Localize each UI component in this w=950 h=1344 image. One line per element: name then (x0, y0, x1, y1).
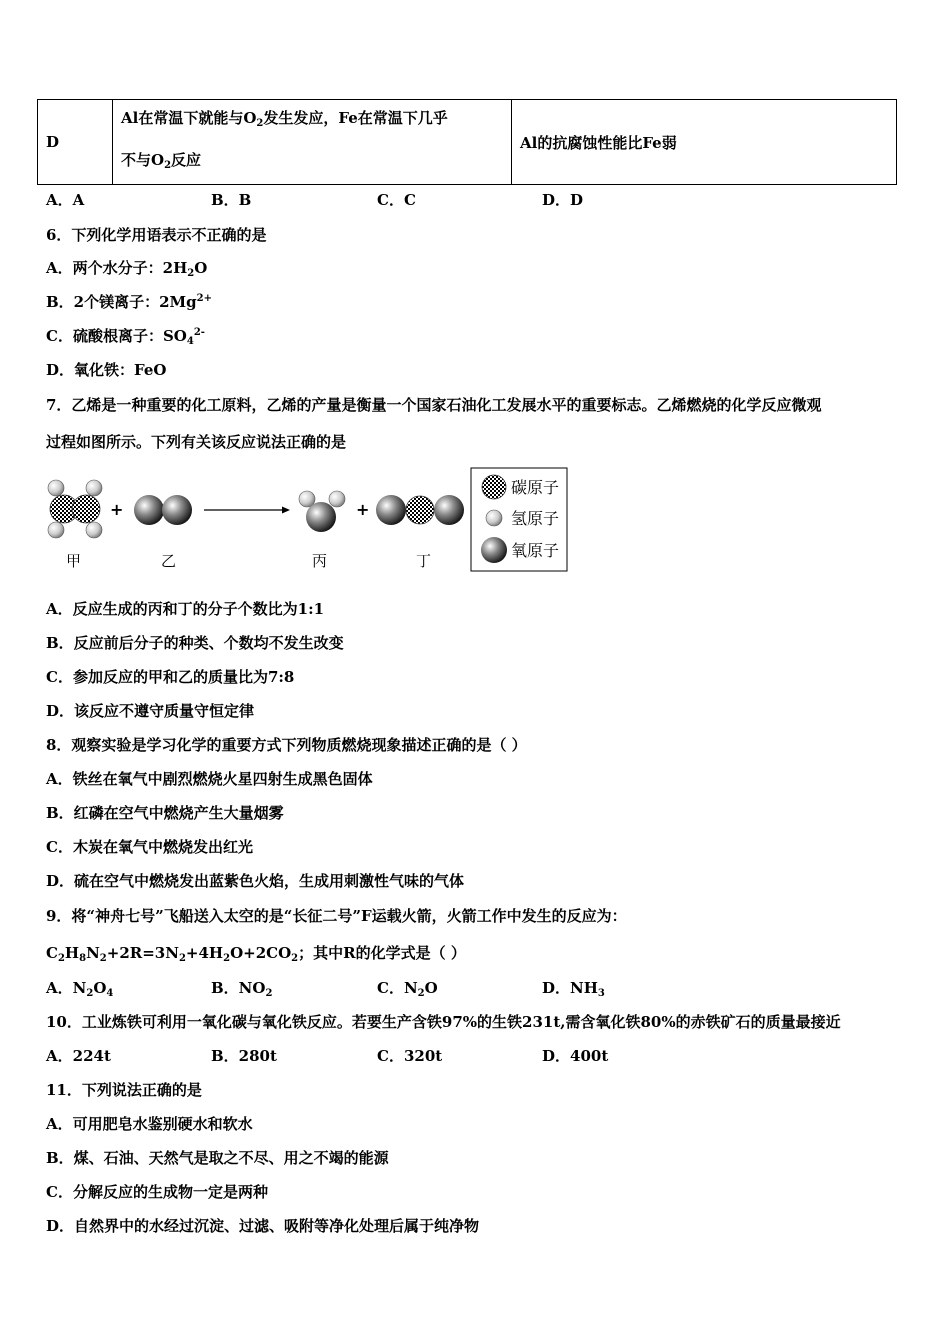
q7-option-b[interactable]: B．反应前后分子的种类、个数均不发生改变 (46, 634, 344, 652)
label-bing: 丙 (312, 552, 328, 570)
label-ding: 丁 (416, 552, 432, 570)
q7-option-c[interactable]: C．参加反应的甲和乙的质量比为7:8 (46, 668, 295, 686)
q5-option-d[interactable]: D．D (542, 191, 584, 209)
q10-stem: 10．工业炼铁可利用一氧化碳与氧化铁反应。若要生产含铁97%的生铁231t,需含氧化铁80%的赤铁矿石的质量最接近 (46, 1013, 841, 1031)
q10-option-d[interactable]: D．400t (542, 1047, 609, 1065)
q6-stem: 6．下列化学用语表示不正确的是 (46, 226, 267, 244)
q6-option-d[interactable]: D．氧化铁：FeO (46, 361, 167, 379)
q8-option-a[interactable]: A．铁丝在氧气中剧烈燃烧火星四射生成黑色固体 (46, 770, 373, 788)
q7-stem-line2: 过程如图所示。下列有关该反应说法正确的是 (46, 433, 347, 451)
table-row (38, 100, 897, 185)
option-table (37, 99, 897, 185)
label-yi: 乙 (161, 552, 177, 570)
q7-option-a[interactable]: A．反应生成的丙和丁的分子个数比为1:1 (46, 600, 325, 618)
q8-option-b[interactable]: B．红磷在空气中燃烧产生大量烟雾 (46, 804, 284, 822)
reaction-arrow (204, 507, 290, 514)
table-cell-statement: Al在常温下就能与$O_2$发生发应，Fe在常温下几乎 不与$O_2$反应 (113, 100, 512, 185)
q6-option-b[interactable]: B．2个镁离子：$2Mg^{2+}$ (46, 293, 212, 311)
carbon-atom-icon (482, 475, 506, 499)
q5-option-b[interactable]: B．B (211, 191, 252, 209)
q10-option-b[interactable]: B．280t (211, 1047, 277, 1065)
q6-option-c[interactable]: C．硫酸根离子：$SO_4^{2-}$ (46, 327, 205, 347)
reaction-diagram (46, 466, 576, 576)
molecule-ding (376, 495, 464, 525)
q11-option-a[interactable]: A．可用肥皂水鉴别硬水和软水 (46, 1115, 253, 1133)
q9-equation: $C_2H_8N_2+2R=3N_2+4H_2O+2CO_2$；其中R的化学式是（ ） (46, 944, 466, 964)
q11-option-d[interactable]: D．自然界中的水经过沉淀、过滤、吸附等净化处理后属于纯净物 (46, 1217, 480, 1235)
q11-stem: 11．下列说法正确的是 (46, 1081, 202, 1099)
q9-stem: 9．将“神舟七号”飞船送入太空的是“长征二号”F运载火箭，火箭工作中发生的反应为： (46, 907, 627, 925)
q9-option-d[interactable]: D．$NH_3$ (542, 979, 605, 999)
q10-option-a[interactable]: A．224t (46, 1047, 111, 1065)
q5-option-c[interactable]: C．C (377, 191, 416, 209)
legend-hydrogen: 氢原子 (511, 509, 560, 528)
q8-option-d[interactable]: D．硫在空气中燃烧发出蓝紫色火焰，生成用刺激性气味的气体 (46, 872, 465, 890)
molecule-bing (299, 491, 345, 532)
plus-sign-2: + (356, 500, 370, 519)
q8-stem: 8．观察实验是学习化学的重要方式下列物质燃烧现象描述正确的是（ ） (46, 736, 527, 754)
q9-option-a[interactable]: A．$N_2O_4$ (46, 979, 114, 999)
atom-legend (471, 468, 567, 571)
q6-option-a[interactable]: A．两个水分子：$2H_2O$ (46, 259, 208, 279)
table-cell-letter: D (38, 100, 113, 185)
legend-oxygen: 氧原子 (511, 541, 560, 560)
q10-option-c[interactable]: C．320t (377, 1047, 443, 1065)
molecule-yi (134, 495, 192, 525)
legend-carbon: 碳原子 (511, 478, 560, 497)
molecule-jia (48, 480, 102, 538)
table-cell-conclusion: Al的抗腐蚀性能比Fe弱 (512, 100, 897, 185)
label-jia: 甲 (66, 552, 82, 570)
q11-option-b[interactable]: B．煤、石油、天然气是取之不尽、用之不竭的能源 (46, 1149, 389, 1167)
plus-sign-1: + (110, 500, 124, 519)
oxygen-atom-icon (481, 537, 507, 563)
q7-option-d[interactable]: D．该反应不遵守质量守恒定律 (46, 702, 255, 720)
q9-option-b[interactable]: B．$NO_2$ (211, 979, 273, 999)
hydrogen-atom-icon (486, 510, 502, 526)
q11-option-c[interactable]: C．分解反应的生成物一定是两种 (46, 1183, 268, 1201)
q8-option-c[interactable]: C．木炭在氧气中燃烧发出红光 (46, 838, 253, 856)
q7-stem-line1: 7．乙烯是一种重要的化工原料，乙烯的产量是衡量一个国家石油化工发展水平的重要标志。乙烯燃烧的化学反应微观 (46, 396, 822, 414)
q9-option-c[interactable]: C．$N_2O$ (377, 979, 438, 999)
q5-option-a[interactable]: A．A (46, 191, 85, 209)
